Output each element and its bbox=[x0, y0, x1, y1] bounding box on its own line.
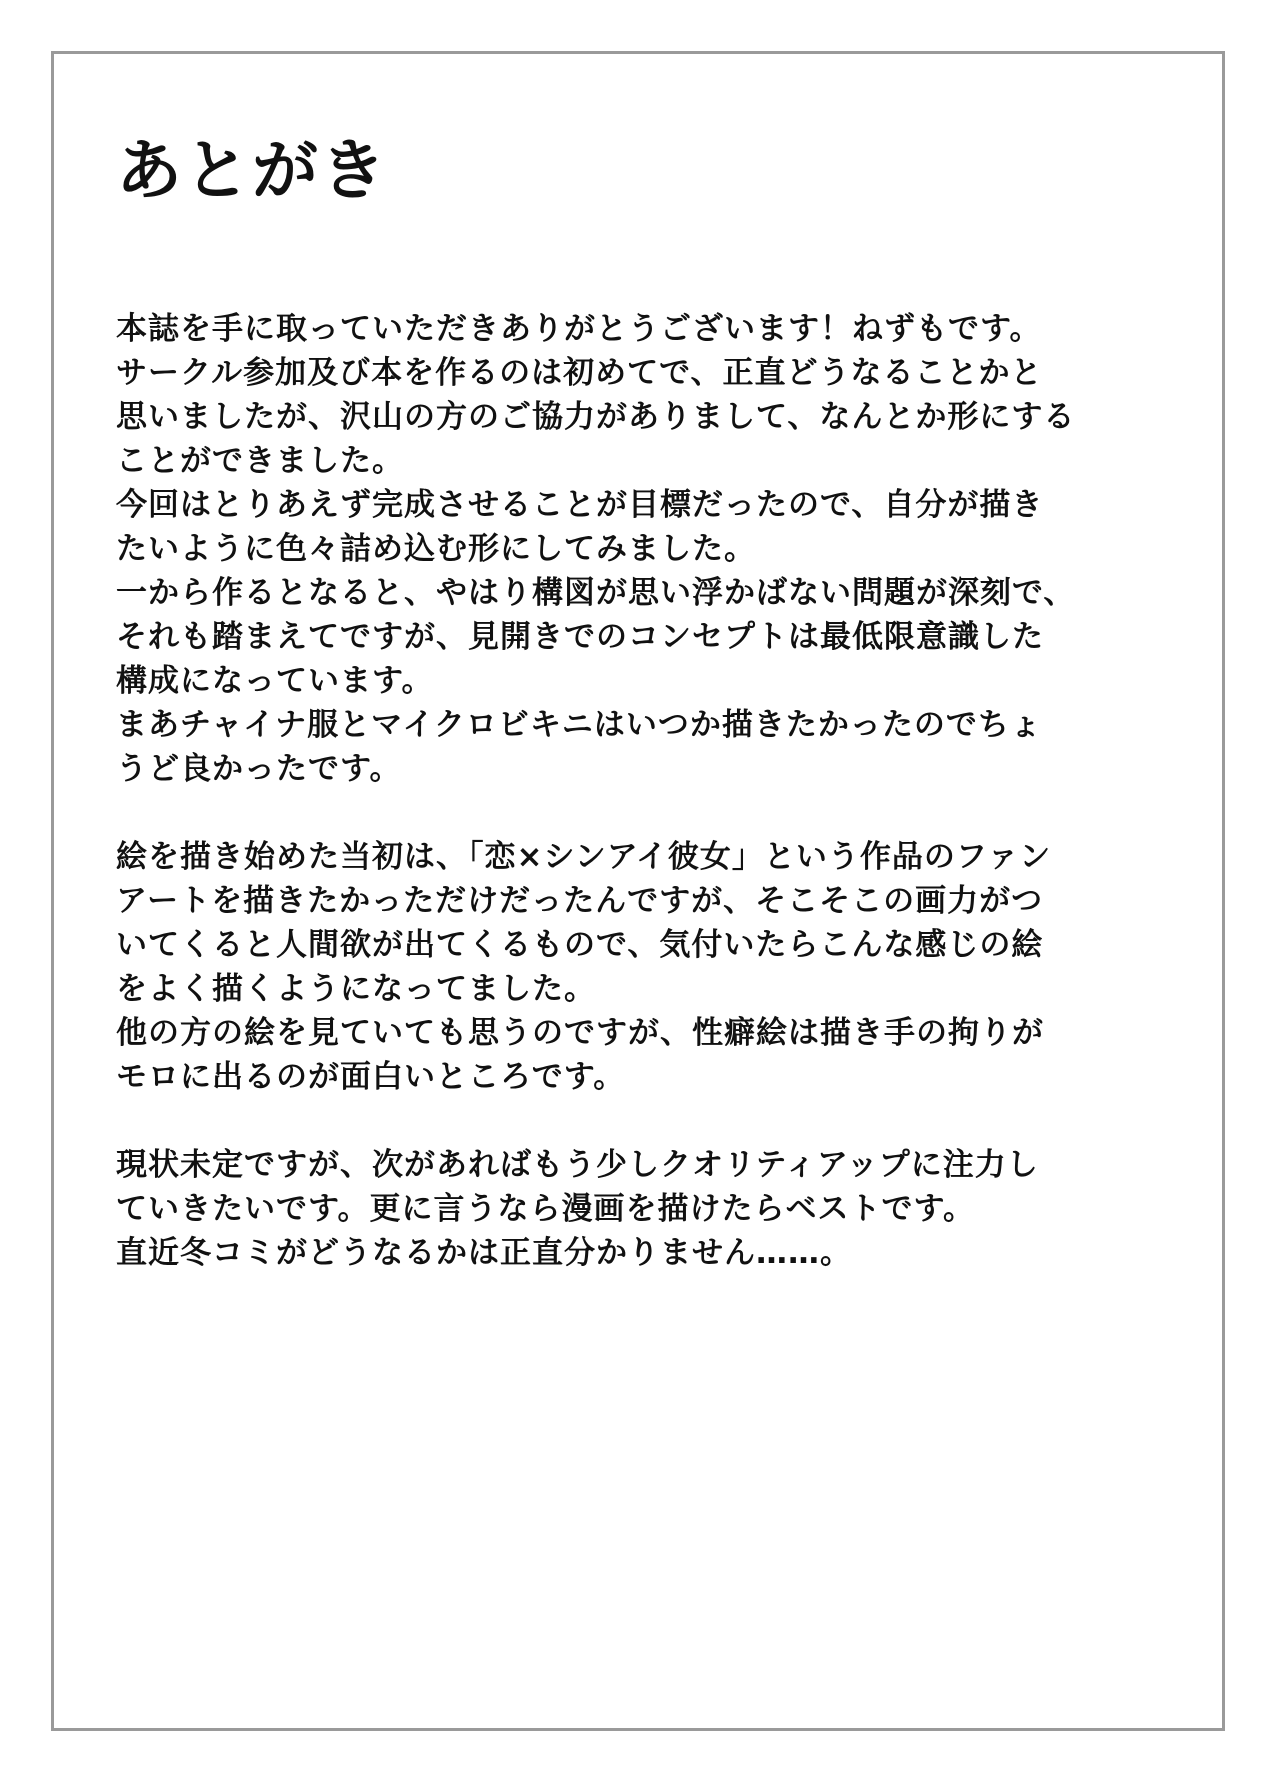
text-line: うど良かったです。 bbox=[116, 751, 402, 787]
text-line: ていきたいです。更に言うなら漫画を描けたらベストです。 bbox=[116, 1191, 976, 1227]
text-line: まあチャイナ服とマイクロビキニはいつか描きたかったのでちょ bbox=[116, 707, 1042, 743]
text-line: 他の方の絵を見ていても思うのですが、性癖絵は描き手の拘りが bbox=[116, 1015, 1044, 1051]
text-line: 構成になっています。 bbox=[116, 663, 434, 699]
text-line: 絵を描き始めた当初は、「恋×シンアイ彼女」という作品のファン bbox=[116, 839, 1052, 875]
text-line: ことができました。 bbox=[116, 443, 404, 479]
afterword-body bbox=[116, 307, 1196, 1275]
paragraph-2 bbox=[116, 835, 1196, 1099]
text-line: サークル参加及び本を作るのは初めてで、正直どうなることかと bbox=[116, 355, 1043, 391]
text-line: アートを描きたかっただけだったんですが、そこそこの画力がつ bbox=[116, 883, 1044, 919]
text-line: をよく描くようになってました。 bbox=[116, 971, 596, 1007]
text-line: それも踏まえてですが、見開きでのコンセプトは最低限意識した bbox=[116, 619, 1044, 655]
text-line: モロに出るのが面白いところです。 bbox=[116, 1059, 626, 1095]
text-line: 本誌を手に取っていただきありがとうございます！ねずもです。 bbox=[116, 311, 1042, 347]
text-line: 現状未定ですが、次があればもう少しクオリティアップに注力し bbox=[116, 1147, 1039, 1183]
text-line: いてくると人間欲が出てくるもので、気付いたらこんな感じの絵 bbox=[116, 927, 1044, 963]
page-title: あとがき bbox=[116, 132, 388, 209]
text-line: たいように色々詰め込む形にしてみました。 bbox=[116, 531, 756, 567]
paragraph-1 bbox=[116, 307, 1196, 791]
paragraph-3 bbox=[116, 1143, 1196, 1275]
text-line: 直近冬コミがどうなるかは正直分かりません……。 bbox=[116, 1235, 852, 1271]
text-line: 一から作るとなると、やはり構図が思い浮かばない問題が深刻で、 bbox=[116, 575, 1076, 611]
text-line: 思いましたが、沢山の方のご協力がありまして、なんとか形にする bbox=[116, 399, 1076, 435]
text-line: 今回はとりあえず完成させることが目標だったので、自分が描き bbox=[116, 487, 1044, 523]
